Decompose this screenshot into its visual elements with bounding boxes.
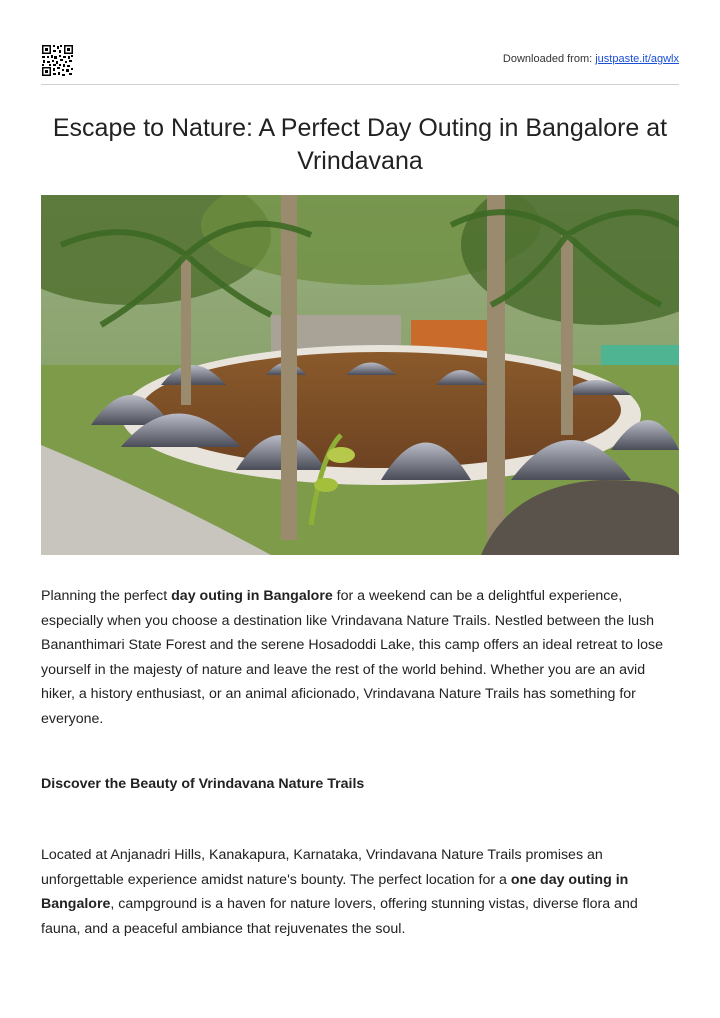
location-text-start: Located at Anjanadri Hills, Kanakapura, Karnataka, Vrindavana Nature Trails promises an unforgettable experience amidst nature's bounty. The perfect location for a xyxy=(41,847,603,888)
location-keyword: one day outing in Bangalore xyxy=(41,871,629,913)
intro-text-end: for a weekend can be a delightful experience, especially when you choose a destination like Vrindavana Nature Trails. Nestled between the lush Bananthimari State Forest and the serene Hosadoddi Lake, this camp offers an ideal retreat to lose yourself in the majesty of nature and leave the rest of the world behind. Whether you are an avid hiker, a history enthusiast, or an animal aficionado, Vrindavana Nature Trails has something for everyone. xyxy=(41,588,663,727)
page-title: Escape to Nature: A Perfect Day Outing in Bangalore at Vrindavana xyxy=(52,114,668,175)
intro-text-start: Planning the perfect xyxy=(41,588,172,604)
download-source-link[interactable]: justpaste.it/agwlx xyxy=(595,53,679,65)
intro-keyword: day outing in Bangalore xyxy=(171,588,333,604)
location-text-end: , campground is a haven for nature lovers, offering stunning vistas, diverse flora and fauna, and a peaceful ambiance that rejuvenates the soul. xyxy=(41,896,638,937)
campsite-illustration xyxy=(41,195,679,555)
location-paragraph xyxy=(41,843,681,941)
intro-paragraph xyxy=(41,584,681,732)
qr-code-icon xyxy=(41,44,74,77)
download-source xyxy=(503,53,679,65)
section-heading: Discover the Beauty of Vrindavana Nature Trails xyxy=(41,776,365,792)
page-header xyxy=(41,44,679,85)
download-source-label: Downloaded from: xyxy=(502,53,596,65)
campsite-photo xyxy=(41,195,679,555)
